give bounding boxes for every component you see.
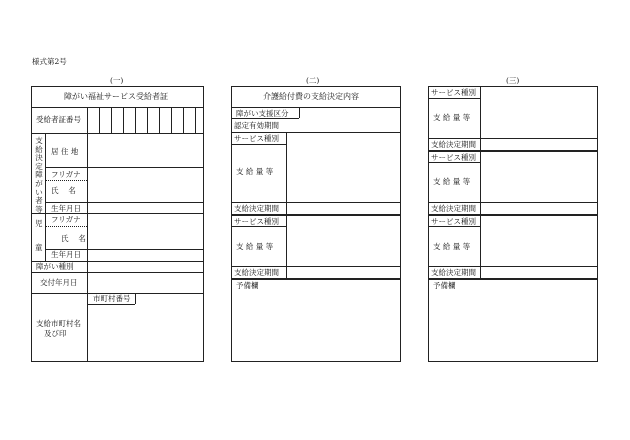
column-label-one: (一): [110, 76, 124, 85]
child-label-bottom: 童: [35, 243, 43, 252]
child-furigana-label: フリガナ: [51, 215, 81, 224]
decision-period-label-3b: 支給決定期間: [431, 204, 476, 213]
issue-date-label: 交付年月日: [40, 278, 78, 287]
service-type-label-2a: サービス種別: [234, 134, 279, 143]
decision-period-label-3a: 支給決定期間: [431, 140, 476, 149]
child-label-top: 児: [35, 219, 43, 228]
child-name-label: 氏 名: [61, 234, 86, 243]
remarks-label-2: 予備欄: [236, 281, 259, 290]
service-type-label-2b: サービス種別: [234, 217, 279, 226]
validity-label: 認定有効期間: [234, 121, 279, 130]
amount-label-3a: 支 給 量 等: [433, 113, 471, 122]
child-birthdate-label: 生年月日: [51, 250, 81, 259]
recipient-number-label: 受給者証番号: [36, 115, 81, 124]
column-label-two: (二): [306, 76, 320, 85]
address-label: 居 住 地: [51, 147, 79, 156]
remarks-label-3: 予備欄: [433, 281, 456, 290]
amount-label-3b: 支 給 量 等: [433, 177, 471, 186]
municipality-number-label: 市町村番号: [93, 294, 131, 303]
amount-label-3c: 支 給 量 等: [433, 242, 471, 251]
amount-label-2b: 支 給 量 等: [236, 242, 274, 251]
name-label: 氏 名: [51, 186, 76, 195]
furigana-label: フリガナ: [51, 170, 81, 179]
disabled-person-group-label: 支給決定障がい者等: [35, 136, 43, 214]
birthdate-label: 生年月日: [51, 204, 81, 213]
decision-period-label-3c: 支給決定期間: [431, 268, 476, 277]
card2-title: 介護給付費の支給決定内容: [263, 92, 359, 101]
form-number: 様式第2号: [32, 57, 67, 66]
decision-period-label-2b: 支給決定期間: [234, 268, 279, 277]
disability-type-label: 障がい種別: [36, 262, 74, 271]
card1-title: 障がい福祉サービス受給者証: [64, 92, 168, 101]
service-type-label-3a: サービス種別: [431, 88, 476, 97]
support-class-label: 障がい支援区分: [236, 109, 289, 118]
amount-label-2a: 支 給 量 等: [236, 167, 274, 176]
municipality-label-line2: 及び印: [44, 329, 67, 338]
column-label-three: (三): [506, 76, 520, 85]
service-type-label-3b: サービス種別: [431, 153, 476, 162]
decision-period-label-2a: 支給決定期間: [234, 204, 279, 213]
service-type-label-3c: サービス種別: [431, 217, 476, 226]
municipality-label-line1: 支給市町村名: [36, 319, 81, 328]
